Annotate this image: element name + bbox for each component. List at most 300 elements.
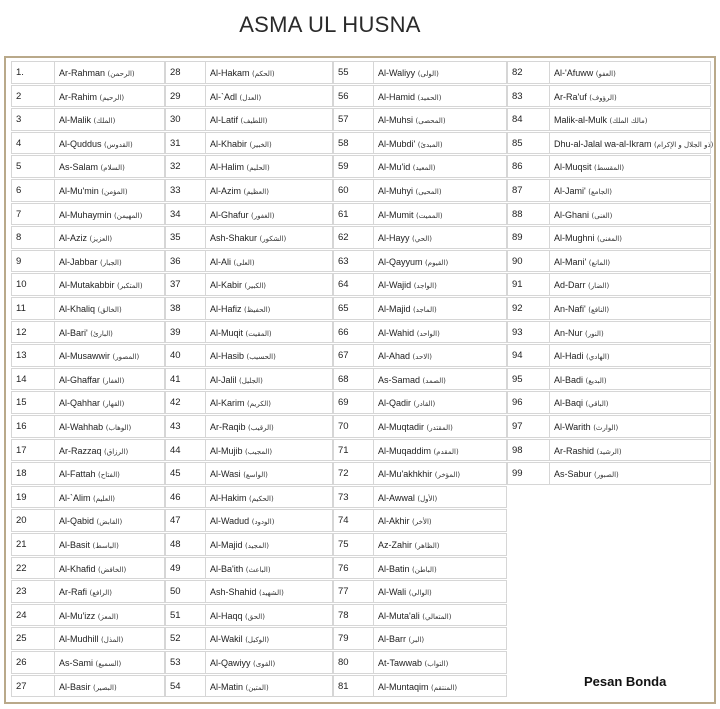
- name-latin: Al-Qawiyy: [210, 658, 251, 668]
- table-row: [11, 85, 165, 108]
- name-cell: [374, 156, 436, 177]
- name-latin: Al-Warith: [554, 422, 591, 432]
- name-cell: [374, 251, 448, 272]
- name-cell: [206, 392, 271, 413]
- name-latin: Al-Jalil: [210, 374, 237, 385]
- name-number: 68: [334, 369, 374, 390]
- name-cell: [206, 180, 269, 201]
- name-number: 16: [12, 416, 55, 437]
- name-number: 64: [334, 274, 374, 295]
- name-arabic: (المهيمن): [114, 211, 143, 220]
- name-latin: Al-Hasib: [210, 351, 245, 362]
- name-latin: Al-Azim: [210, 186, 241, 196]
- name-number: 34: [166, 204, 206, 225]
- name-cell: [206, 676, 269, 697]
- name-arabic: (الملك): [93, 117, 116, 126]
- name-arabic: (المؤمن): [101, 188, 128, 196]
- table-row: [11, 344, 165, 367]
- table-row: [333, 533, 507, 556]
- name-number: 87: [508, 180, 550, 201]
- table-row: [165, 557, 333, 580]
- name-latin: Al-Wasi: [210, 469, 241, 480]
- name-number: 81: [334, 676, 374, 697]
- name-number: 56: [334, 86, 374, 107]
- name-arabic: (البارئ): [90, 329, 113, 338]
- name-cell: [55, 416, 131, 437]
- name-number: 4: [12, 133, 55, 154]
- name-arabic: (الواحد): [416, 329, 440, 338]
- name-number: 59: [334, 156, 374, 177]
- name-arabic: (العليم): [93, 494, 116, 503]
- name-arabic: (المتكبر): [117, 282, 143, 291]
- table-row: [11, 439, 165, 462]
- name-number: 38: [166, 298, 206, 319]
- name-number: 66: [334, 322, 374, 343]
- name-number: 2: [12, 86, 55, 107]
- name-arabic: (الرافع): [89, 589, 112, 598]
- name-number: 14: [12, 369, 55, 390]
- name-number: 33: [166, 180, 206, 201]
- name-latin: Al-Quddus: [59, 138, 102, 149]
- name-number: 6: [12, 180, 55, 201]
- name-number: 91: [508, 274, 550, 295]
- name-latin: As-Salam: [59, 162, 99, 173]
- table-row: [11, 321, 165, 344]
- table-row: [333, 85, 507, 108]
- name-number: 15: [12, 392, 55, 413]
- name-number: 46: [166, 487, 206, 508]
- name-latin: Ash-Shahid: [210, 587, 257, 598]
- name-latin: Ar-Rahim: [59, 91, 98, 102]
- table-row: [11, 675, 165, 698]
- name-latin: As-Sami: [59, 658, 94, 668]
- table-row: [165, 533, 333, 556]
- name-arabic: (المغنى): [597, 235, 622, 244]
- name-latin: Al-Wahhab: [59, 422, 104, 432]
- name-latin: Al-Muqaddim: [378, 445, 432, 456]
- name-latin: Ad-Darr: [554, 280, 586, 291]
- name-cell: [55, 581, 112, 602]
- table-row: [11, 250, 165, 273]
- name-cell: [550, 298, 609, 319]
- name-number: 17: [12, 440, 55, 461]
- name-latin: Al-Qahhar: [59, 398, 101, 409]
- name-cell: [550, 322, 604, 343]
- name-latin: Al-Muhaymin: [59, 209, 112, 220]
- name-number: 79: [334, 628, 374, 649]
- table-row: [11, 108, 165, 131]
- table-row: [507, 155, 711, 178]
- table-row: [507, 439, 711, 462]
- name-arabic: (الحكيم): [249, 494, 274, 503]
- name-arabic: (الواجد): [413, 282, 437, 291]
- name-arabic: (الرقيب): [248, 424, 274, 432]
- name-number: 20: [12, 510, 55, 531]
- name-arabic: (الماجد): [413, 306, 437, 314]
- table-row: [165, 486, 333, 509]
- name-arabic: (مالك الملك): [609, 117, 648, 126]
- name-arabic: (المقيت): [245, 329, 272, 338]
- table-row: [333, 179, 507, 202]
- name-arabic: (البر): [408, 636, 425, 645]
- name-latin: Al-Jabbar: [59, 256, 98, 267]
- name-latin: Al-Hadi: [554, 351, 584, 362]
- name-number: 62: [334, 227, 374, 248]
- table-row: [165, 439, 333, 462]
- name-cell: [206, 133, 272, 154]
- name-latin: Al-Badi: [554, 374, 584, 385]
- name-cell: [550, 227, 622, 248]
- name-cell: [206, 109, 268, 130]
- name-arabic: (الرزاق): [104, 447, 129, 456]
- table-row: [507, 391, 711, 414]
- name-number: 70: [334, 416, 374, 437]
- name-cell: [55, 62, 135, 83]
- name-latin: Al-Mani': [554, 256, 587, 267]
- table-row: [11, 651, 165, 674]
- name-number: 9: [12, 251, 55, 272]
- name-cell: [55, 180, 128, 201]
- name-arabic: (التواب): [424, 660, 449, 668]
- table-row: [11, 604, 165, 627]
- name-cell: [374, 440, 459, 461]
- name-latin: Al-Mu'akhkhir: [378, 469, 433, 480]
- table-row: [11, 509, 165, 532]
- table-row: [165, 391, 333, 414]
- name-number: 8: [12, 227, 55, 248]
- table-row: [11, 462, 165, 485]
- table-row: [11, 391, 165, 414]
- table-row: [507, 462, 711, 485]
- name-number: 1.: [12, 62, 55, 83]
- name-cell: [55, 534, 119, 555]
- name-arabic: (النافع): [588, 306, 610, 314]
- name-latin: Al-Akhir: [378, 516, 410, 527]
- name-number: 96: [508, 392, 550, 413]
- name-latin: Al-Musawwir: [59, 351, 111, 362]
- name-cell: [55, 392, 124, 413]
- name-arabic: (الرؤوف): [589, 93, 617, 102]
- table-row: [11, 580, 165, 603]
- name-cell: [374, 345, 432, 366]
- name-arabic: (الوكيل): [245, 636, 270, 645]
- table-row: [333, 486, 507, 509]
- name-arabic: (الكبير): [244, 282, 267, 291]
- table-row: [11, 533, 165, 556]
- table-row: [11, 415, 165, 438]
- name-number: 31: [166, 133, 206, 154]
- name-cell: [55, 369, 124, 390]
- name-arabic: (المجيد): [245, 542, 269, 550]
- name-cell: [374, 487, 437, 508]
- table-row: [333, 391, 507, 414]
- name-latin: Al-Mutakabbir: [59, 280, 115, 291]
- name-latin: Al-Muntaqim: [378, 681, 429, 692]
- table-row: [165, 675, 333, 698]
- credit-text: Pesan Bonda: [584, 674, 667, 689]
- name-number: 11: [12, 298, 55, 319]
- name-latin: Ar-Rafi: [59, 587, 88, 598]
- name-number: 54: [166, 676, 206, 697]
- table-row: [11, 273, 165, 296]
- name-cell: [550, 62, 616, 83]
- table-row: [333, 627, 507, 650]
- name-arabic: (ذو الجلال و الإكرام): [654, 140, 714, 149]
- name-arabic: (الوارث): [593, 424, 619, 432]
- table-row: [333, 462, 507, 485]
- table-row: [333, 557, 507, 580]
- name-arabic: (الاحد): [412, 353, 432, 362]
- name-number: 67: [334, 345, 374, 366]
- name-latin: Al-Ahad: [378, 351, 411, 362]
- name-latin: Al-Haqq: [210, 610, 243, 621]
- name-latin: Al-Bari': [59, 327, 88, 338]
- name-number: 53: [166, 652, 206, 673]
- name-cell: [55, 86, 124, 107]
- name-cell: [206, 322, 272, 343]
- table-row: [165, 61, 333, 84]
- name-arabic: (المتعالي): [422, 612, 452, 621]
- name-cell: [374, 416, 453, 437]
- name-cell: [55, 652, 121, 673]
- name-arabic: (الشكور): [259, 235, 287, 244]
- name-latin: Al-Mu'izz: [59, 610, 96, 621]
- name-latin: Al-'Afuww: [554, 68, 594, 78]
- name-cell: [374, 628, 424, 649]
- name-cell: [550, 156, 624, 177]
- name-number: 80: [334, 652, 374, 673]
- name-arabic: (الحميد): [417, 93, 442, 102]
- name-latin: Al-Ghafur: [210, 209, 249, 220]
- name-number: 35: [166, 227, 206, 248]
- name-cell: [206, 487, 274, 508]
- name-arabic: (السميع): [95, 660, 122, 668]
- name-arabic: (العظيم): [243, 188, 269, 196]
- name-number: 5: [12, 156, 55, 177]
- name-cell: [206, 62, 275, 83]
- name-arabic: (الوالي): [408, 589, 432, 598]
- table-row: [333, 273, 507, 296]
- name-number: 49: [166, 558, 206, 579]
- table-row: [333, 61, 507, 84]
- name-latin: As-Samad: [378, 374, 421, 385]
- name-cell: [206, 204, 275, 225]
- name-latin: Al-Muqsit: [554, 162, 592, 173]
- name-arabic: (الصمد): [422, 376, 446, 385]
- name-latin: Ar-Razzaq: [59, 445, 102, 456]
- name-latin: Al-Basir: [59, 681, 91, 692]
- name-number: 52: [166, 628, 206, 649]
- name-latin: Al-Jami': [554, 186, 586, 196]
- table-row: [11, 132, 165, 155]
- name-arabic: (الشهيد): [259, 589, 284, 598]
- name-latin: Al-Halim: [210, 162, 245, 173]
- name-latin: Ash-Shakur: [210, 233, 258, 244]
- name-cell: [206, 581, 284, 602]
- name-number: 27: [12, 676, 55, 697]
- name-arabic: (الأول): [417, 494, 438, 503]
- name-latin: At-Tawwab: [378, 658, 423, 668]
- name-arabic: (الخبير): [249, 140, 272, 149]
- name-number: 57: [334, 109, 374, 130]
- name-cell: [55, 227, 112, 248]
- table-row: [11, 627, 165, 650]
- name-number: 13: [12, 345, 55, 366]
- table-row: [165, 368, 333, 391]
- name-arabic: (الكريم): [247, 400, 271, 409]
- name-cell: [206, 652, 275, 673]
- name-number: 63: [334, 251, 374, 272]
- table-row: [333, 439, 507, 462]
- table-row: [333, 108, 507, 131]
- name-cell: [55, 156, 125, 177]
- name-latin: Al-Qabid: [59, 516, 95, 527]
- name-arabic: (الرشيد): [596, 447, 622, 456]
- name-latin: Al-Muta'ali: [378, 610, 420, 621]
- name-cell: [206, 416, 274, 437]
- name-latin: Al-Mu'id: [378, 162, 411, 173]
- name-arabic: (المانع): [588, 258, 611, 267]
- name-latin: Ar-Rashid: [554, 445, 595, 456]
- table-row: [333, 604, 507, 627]
- name-cell: [374, 86, 441, 107]
- table-row: [507, 273, 711, 296]
- name-number: 39: [166, 322, 206, 343]
- name-latin: Dhu-al-Jalal wa-al-Ikram: [554, 138, 652, 149]
- name-latin: Al-Khafid: [59, 563, 96, 574]
- name-latin: Al-Awwal: [378, 492, 415, 503]
- table-row: [165, 250, 333, 273]
- name-arabic: (القادر): [413, 400, 436, 409]
- name-number: 10: [12, 274, 55, 295]
- name-cell: [206, 227, 286, 248]
- name-cell: [55, 440, 128, 461]
- name-number: 85: [508, 133, 550, 154]
- name-latin: Al-Qayyum: [378, 256, 423, 267]
- name-arabic: (الحي): [412, 235, 432, 244]
- name-arabic: (الرحيم): [99, 93, 125, 102]
- name-number: 90: [508, 251, 550, 272]
- name-latin: Al-Wajid: [378, 280, 412, 291]
- table-row: [11, 226, 165, 249]
- name-latin: Al-Hayy: [378, 233, 410, 244]
- name-arabic: (الغفور): [251, 211, 275, 220]
- name-number: 69: [334, 392, 374, 413]
- name-arabic: (الضار): [588, 282, 610, 291]
- name-cell: [55, 463, 120, 484]
- table-row: [11, 368, 165, 391]
- name-arabic: (المقتدر): [426, 424, 453, 432]
- table-row: [165, 627, 333, 650]
- name-arabic: (الفتاح): [98, 471, 120, 480]
- name-latin: Al-Wali: [378, 587, 407, 598]
- name-number: 26: [12, 652, 55, 673]
- name-cell: [55, 510, 122, 531]
- name-arabic: (الجليل): [239, 376, 263, 385]
- table-row: [165, 179, 333, 202]
- name-arabic: (الباطن): [412, 565, 437, 574]
- name-cell: [55, 133, 133, 154]
- name-arabic: (العدل): [239, 93, 262, 102]
- name-arabic: (الظاهر): [414, 542, 440, 550]
- name-cell: [374, 581, 432, 602]
- name-number: 47: [166, 510, 206, 531]
- name-number: 40: [166, 345, 206, 366]
- table-row: [333, 580, 507, 603]
- name-cell: [206, 251, 255, 272]
- name-cell: [206, 345, 276, 366]
- name-latin: Al-Baqi: [554, 398, 584, 409]
- name-arabic: (اللطيف): [240, 117, 268, 126]
- name-arabic: (المنتقم): [431, 683, 458, 692]
- name-arabic: (المعيد): [412, 164, 436, 173]
- name-cell: [550, 440, 622, 461]
- name-cell: [374, 676, 457, 697]
- name-cell: [55, 628, 123, 649]
- name-arabic: (الرحمن): [107, 70, 135, 78]
- name-number: 58: [334, 133, 374, 154]
- table-row: [333, 415, 507, 438]
- name-arabic: (العلى): [233, 258, 255, 267]
- name-arabic: (الخافض): [98, 565, 127, 574]
- name-latin: Al-Waliyy: [378, 68, 416, 78]
- table-row: [333, 155, 507, 178]
- name-cell: [550, 463, 619, 484]
- name-arabic: (الحفيظ): [244, 306, 271, 314]
- name-number: 41: [166, 369, 206, 390]
- name-cell: [550, 86, 617, 107]
- table-row: [333, 675, 507, 698]
- name-arabic: (البصير): [93, 683, 117, 692]
- table-row: [507, 368, 711, 391]
- name-latin: Al-Hafiz: [210, 304, 242, 314]
- name-cell: [374, 534, 440, 555]
- name-arabic: (المتين): [245, 683, 269, 692]
- table-row: [165, 509, 333, 532]
- name-number: 45: [166, 463, 206, 484]
- name-arabic: (المحيى): [415, 188, 442, 196]
- name-number: 23: [12, 581, 55, 602]
- table-row: [333, 226, 507, 249]
- table-row: [165, 415, 333, 438]
- table-row: [165, 297, 333, 320]
- name-arabic: (المحصى): [415, 117, 446, 126]
- name-arabic: (القيوم): [425, 258, 449, 267]
- name-latin: Ar-Raqib: [210, 422, 246, 432]
- name-latin: An-Nur: [554, 327, 583, 338]
- name-number: 72: [334, 463, 374, 484]
- name-arabic: (الحليم): [246, 164, 270, 173]
- table-row: [333, 297, 507, 320]
- name-cell: [206, 534, 269, 555]
- name-latin: Al-Mujib: [210, 445, 243, 456]
- table-row: [165, 273, 333, 296]
- name-latin: Al-Qadir: [378, 398, 412, 409]
- table-row: [333, 203, 507, 226]
- name-latin: As-Sabur: [554, 469, 592, 480]
- name-latin: Al-Mughni: [554, 233, 595, 244]
- name-arabic: (المقسط): [594, 164, 625, 173]
- name-latin: Al-`Alim: [59, 492, 91, 503]
- name-number: 77: [334, 581, 374, 602]
- name-latin: Al-Hakam: [210, 68, 250, 78]
- name-number: 92: [508, 298, 550, 319]
- name-cell: [206, 605, 265, 626]
- table-row: [165, 604, 333, 627]
- table-row: [333, 651, 507, 674]
- name-arabic: (البديع): [585, 376, 607, 385]
- table-row: [165, 226, 333, 249]
